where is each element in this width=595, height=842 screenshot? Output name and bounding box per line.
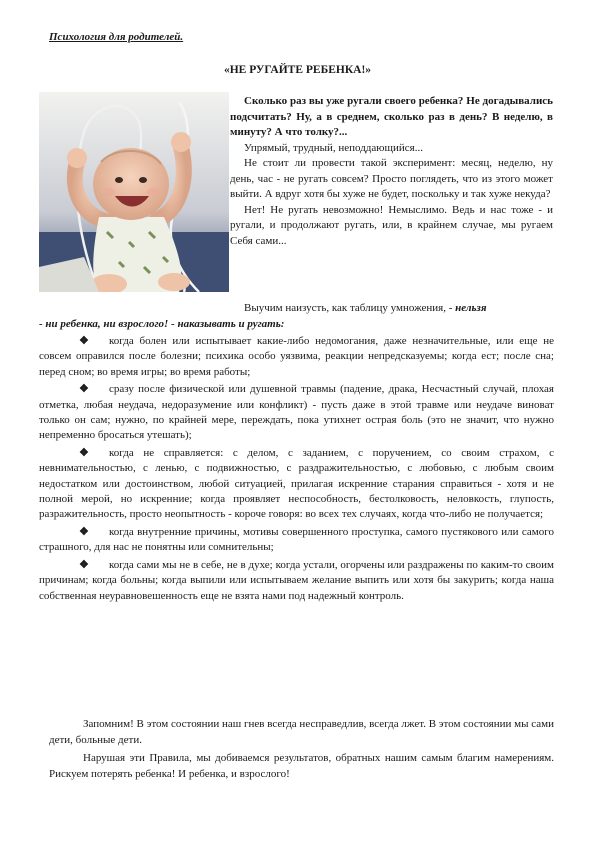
list-item-text: когда не справляется: с делом, с заданием, с поручением, со своим страхом, с невнимательностью, с ленью, с подвижностью, с раздражительностью, с любовью, с любым своим недостатком или достоинством, любой ситуацией, прилагая искренние старания справиться - хотя и не полной мерой, но искренние; когда проявляет неспособность, бестолковость, неловкость, глупость, разражительность, просто неопытность - короче говоря: во всех тех случаях, когда что-либо не получается; bbox=[39, 446, 554, 521]
list-item-text: когда сами мы не в себе, не в духе; когда устали, огорчены или раздражены по каким-то своим причинам; когда больны; когда выпили или испытываем желание выпить или хотя бы закурить; когда наша собственная неуравновешенность еще не взята нами под надежный контроль. bbox=[39, 558, 554, 602]
intro-question: Сколько раз вы уже ругали своего ребенка? Не догадывались подсчитать? Ну, а в среднем, сколько раз в день? В неделю, в минуту? А что толку?... bbox=[230, 95, 553, 138]
list-item bbox=[39, 446, 554, 523]
list-item bbox=[39, 382, 554, 444]
list-item bbox=[39, 525, 554, 556]
conclusion-paragraph: Запомним! В этом состоянии наш гнев всегда несправедлив, всегда лжет. В этом состоянии мы сами дети, больные дети. bbox=[49, 718, 554, 746]
list-item-text: сразу после физической или душевной травмы (падение, драка, Несчастный случай, плохая отметка, любая неудача, недоразумение или конфликт) - пусть даже в этой травме или неудаче виноват только он сам; нужно, по крайней мере, переждать, пока утихнет острая боль (это не значит, что нужно непременно бросаться утешать); bbox=[39, 383, 554, 442]
intro-paragraph: Не стоит ли провести такой эксперимент: месяц, неделю, ну день, час - не ругать совсем? Просто поглядеть, что из этого может выйти. А вдруг хотя бы хуже не будет, поскольку и так хуже некуда? bbox=[230, 157, 553, 200]
diamond-bullet-icon: ❖ bbox=[79, 383, 89, 396]
intro-block bbox=[230, 94, 553, 249]
learn-line bbox=[230, 301, 553, 317]
intro-paragraph: Нет! Не ругать невозможно! Немыслимо. Ведь и нас тоже - и ругали, и продолжают ругать, или, в крайнем случае, мы ругаем Себя сами... bbox=[230, 203, 553, 247]
page-title: «НЕ РУГАЙТЕ РЕБЕНКА!» bbox=[223, 64, 372, 76]
header: Психология для родителей. bbox=[49, 31, 184, 43]
list-item-text: когда внутренние причины, мотивы совершенного проступка, самого пустякового или самого страшного, для нас не понятны или сомнительны; bbox=[39, 525, 554, 554]
diamond-bullet-icon: ❖ bbox=[79, 558, 89, 571]
learn-lead: Выучим наизусть, как таблицу умножения, - bbox=[244, 302, 453, 314]
diamond-bullet-icon: ❖ bbox=[79, 525, 89, 538]
diamond-bullet-icon: ❖ bbox=[79, 335, 89, 347]
conclusion-paragraph: Нарушая эти Правила, мы добиваемся результатов, обратных нашим самым благим намерениям. Рискуем потерять ребенка! И ребенка, и взрослого! bbox=[49, 752, 554, 780]
conclusion bbox=[49, 717, 554, 782]
list-item bbox=[39, 558, 554, 604]
baby-photo bbox=[39, 92, 229, 292]
learn-emphasis: нельзя bbox=[455, 302, 487, 314]
diamond-bullet-icon: ❖ bbox=[79, 446, 89, 459]
list-item bbox=[39, 334, 554, 380]
rules-list bbox=[39, 334, 554, 606]
intro-paragraph: Упрямый, трудный, неподдающийся... bbox=[244, 141, 423, 154]
list-item-text: когда болен или испытывает какие-либо недомогания, даже незначительные, или еще не совсем оправился после болезни; психика особо уязвима, реакции непредсказуемы; когда ест; после сна; перед сном; во время игры; во время работы; bbox=[39, 335, 554, 378]
learn-emphasis-continued: - ни ребенка, ни взрослого! - наказывать и ругать: bbox=[39, 318, 285, 330]
